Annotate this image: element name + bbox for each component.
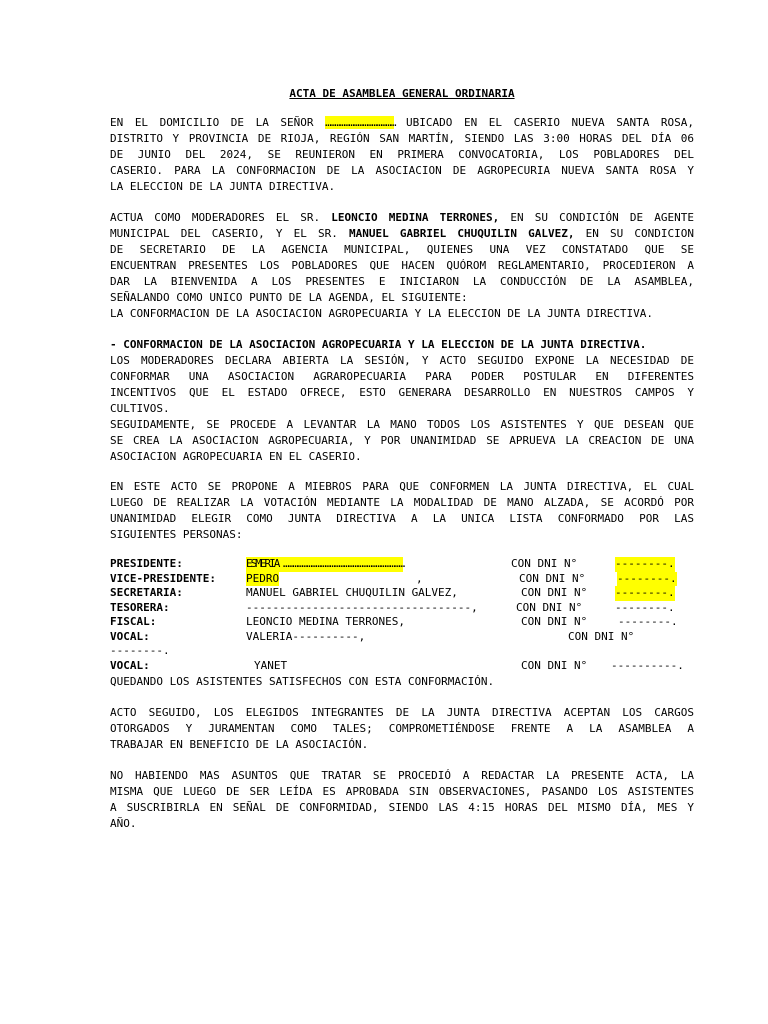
text-line: NO HABIENDO MAS ASUNTOS QUE TRATAR SE PROCEDIÓ A REDACTAR LA PRESENTE ACTA, LA bbox=[110, 769, 694, 782]
text-segment: EN SU CONDICIÓN DE AGENTE bbox=[499, 211, 694, 224]
role-label: TESORERA: bbox=[110, 600, 170, 614]
text-segment: EN SU CONDICION bbox=[574, 227, 694, 240]
member-name: VALERIA----------, bbox=[246, 629, 366, 643]
role-label: SECRETARIA: bbox=[110, 586, 183, 599]
text-line: LA ELECCION DE LA JUNTA DIRECTIVA. bbox=[110, 180, 336, 193]
closing-text: QUEDANDO LOS ASISTENTES SATISFECHOS CON ESTA CONFORMACIÓN. bbox=[110, 675, 495, 688]
member-name: MANUEL GABRIEL CHUQUILIN GALVEZ, bbox=[246, 586, 458, 599]
text-line: AÑO. bbox=[110, 817, 137, 830]
paragraph-closing bbox=[110, 768, 694, 832]
paragraph-moderators bbox=[110, 210, 694, 322]
dni-number: --------. bbox=[615, 557, 675, 570]
dni-number: --------. bbox=[615, 600, 675, 614]
text-line: A SUSCRIBIRLA EN SEÑAL DE CONFORMIDAD, SIENDO LAS 4:15 HORAS DEL MISMO DÍA, MES Y bbox=[110, 801, 694, 814]
dni-label: CON DNI N° bbox=[568, 629, 635, 643]
text-line: SEGUIDAMENTE, SE PROCEDE A LEVANTAR LA MANO TODOS LOS ASISTENTES Y QUE DESEAN QUE bbox=[110, 418, 694, 431]
text-line: UNANIMIDAD ELEGIR COMO JUNTA DIRECTIVA A LA UNICA LISTA CONFORMADO POR LAS bbox=[110, 512, 694, 525]
text-segment: UBICADO EN EL CASERIO NUEVA SANTA ROSA, bbox=[394, 116, 695, 129]
member-name: YANET bbox=[254, 658, 288, 672]
board-row-vocal-1 bbox=[110, 630, 694, 645]
text-line: SEÑALANDO COMO UNICO PUNTO DE LA AGENDA, EL SIGUIENTE: bbox=[110, 291, 468, 304]
section-heading bbox=[110, 337, 694, 353]
board-closing-line bbox=[110, 675, 694, 690]
text-line: LUEGO DE REALIZAR LA VOTACIÓN MEDIANTE LA MODALIDAD DE MANO ALZADA, SE ACORDÓ POR bbox=[110, 496, 694, 509]
text-segment: EN EL DOMICILIO DE LA SEÑOR bbox=[110, 116, 326, 129]
member-name: ----------------------------------, bbox=[246, 600, 478, 614]
text-line bbox=[110, 115, 694, 131]
text-line: MISMA QUE LUEGO DE SER LEÍDA ES APROBADA SIN OBSERVACIONES, PASANDO LOS ASISTENTES bbox=[110, 785, 694, 798]
board-row-presidente bbox=[110, 557, 694, 572]
name-comma: , bbox=[416, 571, 423, 585]
text-line: DE JUNIO DEL 2024, SE REUNIERON EN PRIMERA CONVOCATORIA, LOS POBLADORES DEL bbox=[110, 148, 694, 161]
text-line: EN ESTE ACTO SE PROPONE A MIEBROS PARA QUE CONFORMEN LA JUNTA DIRECTIVA, EL CUAL bbox=[110, 480, 694, 493]
text-line: CULTIVOS. bbox=[110, 402, 170, 415]
board-row-vocal-1-continued bbox=[110, 644, 694, 659]
paragraph-conformation bbox=[110, 337, 694, 465]
text-line: TRABAJAR EN BENEFICIO DE LA ASOCIACIÓN. bbox=[110, 738, 369, 751]
dni-number: --------. bbox=[618, 615, 678, 628]
dni-label: CON DNI N° bbox=[521, 615, 588, 628]
text-line: ENCUENTRAN PRESENTES LOS POBLADORES QUE HACEN QUÓROM REGLAMENTARIO, PROCEDIERON A bbox=[110, 259, 694, 272]
moderator-name: LEONCIO MEDINA TERRONES, bbox=[331, 211, 500, 224]
text-line bbox=[110, 210, 694, 226]
highlighted-blank: ……………………………………… bbox=[325, 116, 395, 129]
document-title: ACTA DE ASAMBLEA GENERAL ORDINARIA bbox=[289, 87, 515, 100]
member-name: PEDRO bbox=[246, 571, 280, 585]
board-row-fiscal bbox=[110, 615, 694, 630]
text-line: INCENTIVOS QUE EL ESTADO OFRECE, ESTO GENERARA DESARROLLO EN NUESTROS CAMPOS Y bbox=[110, 386, 694, 399]
paragraph-oath bbox=[110, 705, 694, 753]
board-row-tesorera bbox=[110, 601, 694, 616]
dni-number: ----------. bbox=[611, 658, 684, 672]
role-label: PRESIDENTE: bbox=[110, 557, 183, 570]
board-row-vocal-2 bbox=[110, 659, 694, 674]
secretary-name: MANUEL GABRIEL CHUQUILIN GALVEZ, bbox=[349, 227, 575, 240]
dni-number: --------. bbox=[110, 644, 170, 657]
text-line: CONFORMAR UNA ASOCIACION AGRAROPECUARIA PARA PODER POSTULAR EN DIFERENTES bbox=[110, 370, 694, 383]
dni-label: CON DNI N° bbox=[516, 600, 583, 614]
text-line: OTORGADOS Y JURAMENTAN COMO TALES; COMPROMETIÉNDOSE FRENTE A LA ASAMBLEA A bbox=[110, 722, 694, 735]
text-line: CASERIO. PARA LA CONFORMACION DE LA ASOCIACION DE AGROPECURIA NUEVA SANTA ROSA Y bbox=[110, 164, 694, 177]
member-name: ESMERIA …………………………………………………………………… bbox=[246, 557, 404, 570]
dni-number: --------. bbox=[617, 571, 677, 585]
text-line: DISTRITO Y PROVINCIA DE RIOJA, REGIÓN SAN MARTÍN, SIENDO LAS 3:00 HORAS DEL DÍA 06 bbox=[110, 132, 694, 145]
board-row-secretaria bbox=[110, 586, 694, 601]
role-label: VOCAL: bbox=[110, 658, 150, 672]
member-name: LEONCIO MEDINA TERRONES, bbox=[246, 615, 405, 628]
board-row-vicepresidente bbox=[110, 572, 694, 587]
text-line: LOS MODERADORES DECLARA ABIERTA LA SESIÓN, Y ACTO SEGUIDO EXPONE LA NECESIDAD DE bbox=[110, 354, 694, 367]
role-label: VOCAL: bbox=[110, 629, 150, 643]
dni-label: CON DNI N° bbox=[521, 586, 588, 599]
text-line: DE SECRETARIO DE LA AGENCIA MUNICIPAL, QUIENES UNA VEZ CONSTATADO QUE SE bbox=[110, 243, 694, 256]
section-heading-text: - CONFORMACION DE LA ASOCIACION AGROPECUARIA Y LA ELECCION DE LA JUNTA DIRECTIVA. bbox=[110, 338, 647, 351]
dni-label: CON DNI N° bbox=[521, 658, 588, 672]
dni-label: CON DNI N° bbox=[519, 571, 586, 585]
text-line bbox=[110, 226, 694, 242]
text-line: SIGUIENTES PERSONAS: bbox=[110, 528, 243, 541]
role-label: FISCAL: bbox=[110, 615, 157, 628]
paragraph-election bbox=[110, 479, 694, 543]
text-line: LA CONFORMACION DE LA ASOCIACION AGROPECUARIA Y LA ELECCION DE LA JUNTA DIRECTIVA. bbox=[110, 307, 654, 320]
role-label: VICE-PRESIDENTE: bbox=[110, 571, 216, 585]
paragraph-meeting-location bbox=[110, 115, 694, 195]
text-line: ACTO SEGUIDO, LOS ELEGIDOS INTEGRANTES DE LA JUNTA DIRECTIVA ACEPTAN LOS CARGOS bbox=[110, 706, 694, 719]
text-line: SE CREA LA ASOCIACION AGROPECUARIA, Y POR UNANIMIDAD SE APRUEVA LA CREACION DE UNA bbox=[110, 434, 694, 447]
text-segment: MUNICIPAL DEL CASERIO, Y EL SR. bbox=[110, 227, 350, 240]
text-line: ASOCIACION AGROPECUARIA EN EL CASERIO. bbox=[110, 450, 362, 463]
dni-number: --------. bbox=[615, 586, 675, 599]
text-line: DAR LA BIENVENIDA A LOS PRESENTES E INICIARON LA CONDUCCIÓN DE LA ASAMBLEA, bbox=[110, 275, 694, 288]
dni-label: CON DNI N° bbox=[511, 557, 578, 570]
text-segment: ACTUA COMO MODERADORES EL SR. bbox=[110, 211, 332, 224]
